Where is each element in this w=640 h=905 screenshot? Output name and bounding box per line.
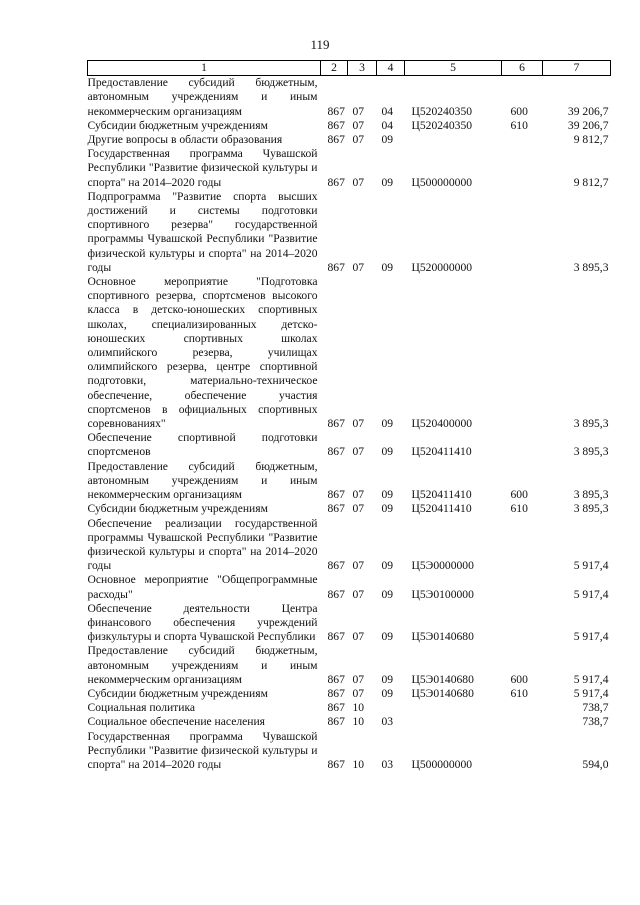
code-expense-type bbox=[502, 133, 543, 147]
code-section: 07 bbox=[352, 559, 365, 573]
code-subsection: 09 bbox=[381, 559, 394, 573]
code-expense-type: 610 bbox=[510, 502, 528, 516]
row-name: Другие вопросы в области образования bbox=[87, 133, 283, 147]
table-row bbox=[88, 460, 611, 503]
code-admin: 867 bbox=[327, 559, 345, 573]
row-name: Подпрограмма "Развитие спорта высших достижений и системы подготовки спортивного резерва" государственной программы Чувашской Республики "Развитие физической культуры и спорта" на 2014–2020 годы bbox=[87, 189, 318, 274]
code-target: Ц500000000 bbox=[411, 757, 473, 771]
code-target: Ц5Э0140680 bbox=[411, 672, 474, 686]
table-row bbox=[88, 687, 611, 701]
table-row bbox=[88, 431, 611, 459]
table-row bbox=[88, 730, 611, 773]
code-subsection: 04 bbox=[381, 104, 394, 118]
amount: 9 812,7 bbox=[573, 175, 609, 189]
col-header-2: 2 bbox=[321, 61, 348, 76]
code-expense-type bbox=[502, 431, 543, 459]
table-row bbox=[88, 573, 611, 601]
amount: 39 206,7 bbox=[567, 118, 609, 132]
code-target: Ц520411410 bbox=[411, 488, 472, 502]
code-expense-type bbox=[502, 715, 543, 729]
row-name: Субсидии бюджетным учреждениям bbox=[87, 502, 268, 516]
code-section: 07 bbox=[352, 175, 365, 189]
row-name: Субсидии бюджетным учреждениям bbox=[87, 686, 268, 700]
code-section: 07 bbox=[352, 488, 365, 502]
code-admin: 867 bbox=[327, 715, 345, 729]
code-section: 07 bbox=[352, 445, 365, 459]
code-admin: 867 bbox=[327, 445, 345, 459]
code-expense-type bbox=[502, 701, 543, 715]
code-expense-type bbox=[502, 730, 543, 773]
code-target: Ц520400000 bbox=[411, 417, 473, 431]
row-name: Предоставление субсидий бюджетным, автономным учреждениям и иным некоммерческим организациям bbox=[87, 644, 318, 686]
code-subsection: 03 bbox=[381, 715, 394, 729]
row-name: Государственная программа Чувашской Республики "Развитие физической культуры и спорта" на 2014–2020 годы bbox=[87, 147, 318, 189]
table-row bbox=[88, 715, 611, 729]
code-expense-type bbox=[502, 602, 543, 645]
code-admin: 867 bbox=[327, 118, 345, 132]
amount: 3 895,3 bbox=[573, 260, 609, 274]
amount: 3 895,3 bbox=[573, 417, 609, 431]
code-target: Ц520411410 bbox=[411, 502, 472, 516]
code-section: 07 bbox=[352, 417, 365, 431]
code-section: 10 bbox=[352, 701, 365, 715]
row-name: Социальная политика bbox=[87, 701, 196, 715]
code-section: 07 bbox=[352, 587, 365, 601]
row-name: Обеспечение деятельности Центра финансового обеспечения учреждений физкультуры и спорта Чувашской Республики bbox=[87, 601, 318, 644]
code-subsection: 09 bbox=[381, 260, 394, 274]
code-section: 07 bbox=[352, 502, 365, 516]
table-row bbox=[88, 517, 611, 574]
table-row bbox=[88, 76, 611, 119]
amount: 5 917,4 bbox=[573, 587, 609, 601]
code-subsection: 09 bbox=[381, 630, 394, 644]
code-expense-type bbox=[502, 573, 543, 601]
code-target: Ц5Э0140680 bbox=[411, 686, 474, 700]
amount: 5 917,4 bbox=[573, 559, 609, 573]
code-admin: 867 bbox=[327, 104, 345, 118]
code-expense-type: 610 bbox=[510, 686, 528, 700]
code-subsection: 09 bbox=[381, 488, 394, 502]
table-row bbox=[88, 602, 611, 645]
code-admin: 867 bbox=[327, 502, 345, 516]
code-expense-type bbox=[502, 190, 543, 275]
code-section: 07 bbox=[352, 630, 365, 644]
code-target: Ц520411410 bbox=[411, 445, 472, 459]
code-target: Ц520000000 bbox=[411, 260, 473, 274]
code-admin: 867 bbox=[327, 488, 345, 502]
amount: 594,0 bbox=[582, 757, 609, 771]
row-name: Обеспечение реализации государственной программы Чувашской Республики "Развитие физической культуры и спорта" на 2014–2020 годы bbox=[87, 516, 318, 573]
amount: 3 895,3 bbox=[573, 445, 609, 459]
amount: 5 917,4 bbox=[573, 686, 609, 700]
row-name: Основное мероприятие "Общепрограммные расходы" bbox=[87, 573, 318, 601]
col-header-3: 3 bbox=[348, 61, 377, 76]
col-header-1: 1 bbox=[88, 61, 321, 76]
row-name: Государственная программа Чувашской Республики "Развитие физической культуры и спорта" на 2014–2020 годы bbox=[87, 729, 318, 771]
code-section: 07 bbox=[352, 260, 365, 274]
table-row bbox=[88, 701, 611, 715]
code-subsection: 09 bbox=[381, 133, 394, 147]
amount: 738,7 bbox=[582, 701, 609, 715]
code-subsection bbox=[377, 701, 405, 715]
code-subsection: 09 bbox=[381, 672, 394, 686]
table-row bbox=[88, 190, 611, 275]
code-expense-type bbox=[502, 147, 543, 190]
code-target: Ц520240350 bbox=[411, 104, 473, 118]
page-number: 119 bbox=[310, 37, 330, 52]
col-header-5: 5 bbox=[405, 61, 502, 76]
amount: 5 917,4 bbox=[573, 672, 609, 686]
code-target: Ц5Э0000000 bbox=[411, 559, 474, 573]
code-expense-type: 610 bbox=[510, 118, 528, 132]
code-expense-type: 600 bbox=[510, 488, 528, 502]
amount: 39 206,7 bbox=[567, 104, 609, 118]
table-row bbox=[88, 275, 611, 431]
budget-table bbox=[87, 60, 611, 772]
code-subsection: 09 bbox=[381, 417, 394, 431]
amount: 9 812,7 bbox=[573, 133, 609, 147]
code-section: 07 bbox=[352, 686, 365, 700]
code-target bbox=[405, 715, 502, 729]
code-target bbox=[405, 133, 502, 147]
code-admin: 867 bbox=[327, 175, 345, 189]
row-name: Предоставление субсидий бюджетным, автономным учреждениям и иным некоммерческим организациям bbox=[87, 76, 318, 118]
amount: 738,7 bbox=[582, 715, 609, 729]
code-section: 10 bbox=[352, 715, 365, 729]
code-subsection: 09 bbox=[381, 587, 394, 601]
row-name: Предоставление субсидий бюджетным, автономным учреждениям и иным некоммерческим организациям bbox=[87, 459, 318, 502]
table-row bbox=[88, 133, 611, 147]
col-header-7: 7 bbox=[543, 61, 611, 76]
code-expense-type bbox=[502, 517, 543, 574]
code-subsection: 03 bbox=[381, 757, 394, 771]
code-section: 07 bbox=[352, 118, 365, 132]
code-admin: 867 bbox=[327, 133, 345, 147]
code-section: 07 bbox=[352, 104, 365, 118]
code-expense-type bbox=[502, 275, 543, 431]
code-expense-type: 600 bbox=[510, 672, 528, 686]
col-header-4: 4 bbox=[377, 61, 405, 76]
code-subsection: 09 bbox=[381, 686, 394, 700]
table-row bbox=[88, 119, 611, 133]
code-admin: 867 bbox=[327, 260, 345, 274]
code-subsection: 09 bbox=[381, 175, 394, 189]
code-admin: 867 bbox=[327, 672, 345, 686]
header-row bbox=[88, 61, 611, 76]
code-section: 07 bbox=[352, 672, 365, 686]
code-target: Ц5Э0100000 bbox=[411, 587, 474, 601]
code-subsection: 09 bbox=[381, 445, 394, 459]
col-header-6: 6 bbox=[502, 61, 543, 76]
row-name: Основное мероприятие "Подготовка спортивного резерва, спортсменов высокого класса в детско-юношеских спортивных школах, специализированных детско-юношеских спортивных школах олимпийского резерва, училищах олимпийского резерва, центре спортивной подготовки, материально-техническое обеспечение, обеспечение участия спортсменов в официальных спортивных соревнованиях" bbox=[87, 275, 318, 431]
code-admin: 867 bbox=[327, 587, 345, 601]
code-expense-type: 600 bbox=[510, 104, 528, 118]
code-subsection: 04 bbox=[381, 118, 394, 132]
row-name: Субсидии бюджетным учреждениям bbox=[87, 118, 268, 132]
code-target: Ц520240350 bbox=[411, 118, 473, 132]
row-name: Обеспечение спортивной подготовки спортсменов bbox=[87, 431, 318, 459]
code-target: Ц500000000 bbox=[411, 175, 473, 189]
table-row bbox=[88, 502, 611, 516]
table-row bbox=[88, 147, 611, 190]
amount: 5 917,4 bbox=[573, 630, 609, 644]
code-admin: 867 bbox=[327, 686, 345, 700]
code-admin: 867 bbox=[327, 701, 345, 715]
row-name: Социальное обеспечение населения bbox=[87, 715, 266, 729]
code-admin: 867 bbox=[327, 630, 345, 644]
code-target: Ц5Э0140680 bbox=[411, 630, 474, 644]
code-admin: 867 bbox=[327, 417, 345, 431]
code-section: 07 bbox=[352, 133, 365, 147]
code-target bbox=[405, 701, 502, 715]
amount: 3 895,3 bbox=[573, 488, 609, 502]
table-row bbox=[88, 644, 611, 687]
code-section: 10 bbox=[352, 757, 365, 771]
code-admin: 867 bbox=[327, 757, 345, 771]
code-subsection: 09 bbox=[381, 502, 394, 516]
amount: 3 895,3 bbox=[573, 502, 609, 516]
